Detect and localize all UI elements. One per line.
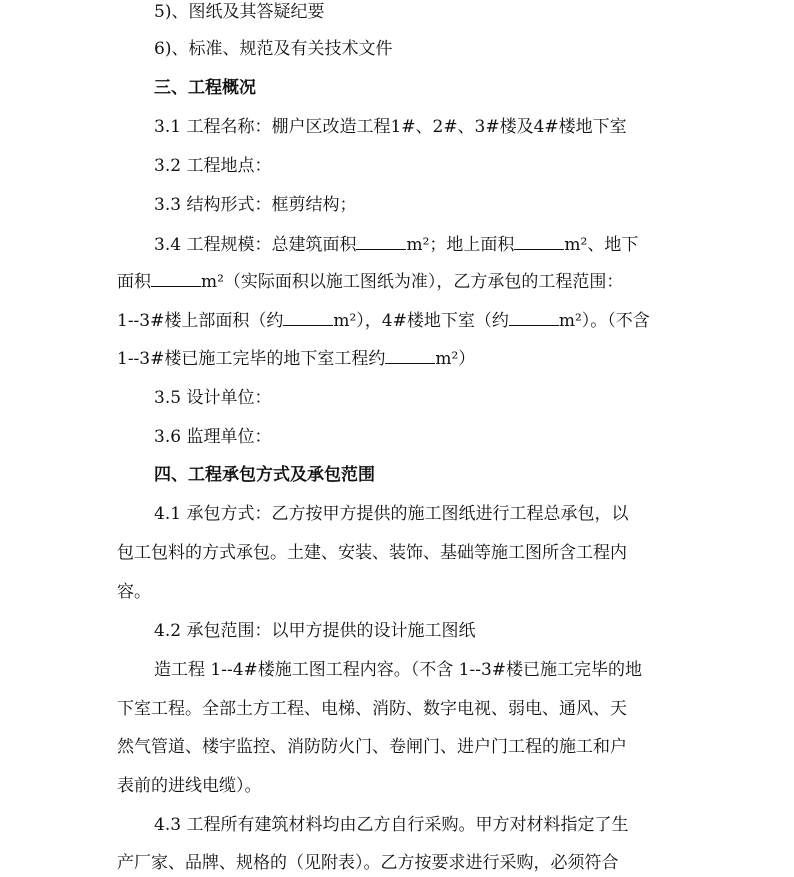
contract-mode-line-2: 包工包料的方式承包。土建、安装、装饰、基础等施工图所含工程内 xyxy=(117,543,627,563)
blank-completed-basement xyxy=(385,348,435,364)
completed-basement-label: 1--3#楼已施工完毕的地下室工程约 xyxy=(117,349,386,369)
scope-area-exclude: m²）。（不含 xyxy=(558,311,650,331)
project-location-line: 3.2 工程地点： xyxy=(154,156,272,176)
scope-area-line xyxy=(117,310,650,331)
project-name-line: 3.1 工程名称：棚户区改造工程1#、2#、3#楼及4#楼地下室 xyxy=(154,117,627,137)
blank-underground-area xyxy=(151,271,201,287)
blank-above-ground-area xyxy=(514,234,564,250)
materials-line-2: 产厂家、品牌、规格的（见附表）。乙方按要求进行采购，必须符合 xyxy=(117,853,619,873)
blank-upper-area xyxy=(283,310,333,326)
scope-area-basement: m²），4#楼地下室（约 xyxy=(333,311,509,331)
scope-area-upper: 1--3#楼上部面积（约 xyxy=(117,311,284,331)
completed-basement-unit: m²） xyxy=(435,349,476,369)
contract-scope-line-4: 然气管道、楼宇监控、消防防火门、卷闸门、进户门工程的施工和户 xyxy=(117,737,627,757)
blank-total-area xyxy=(356,234,406,250)
contract-mode-line-1: 4.1 承包方式：乙方按甲方提供的施工图纸进行工程总承包，以 xyxy=(154,504,629,524)
contract-scope-line-3: 下室工程。全部土方工程、电梯、消防、数字电视、弱电、通风、天 xyxy=(117,699,627,719)
area-line xyxy=(117,271,623,292)
list-item-drawings: 5)、图纸及其答疑纪要 xyxy=(154,2,325,22)
contract-scope-line-2: 造工程 1--4#楼施工图工程内容。（不含 1--3#楼已施工完毕的地 xyxy=(154,660,643,680)
project-scale-line xyxy=(154,234,638,255)
list-item-standards: 6)、标准、规范及有关技术文件 xyxy=(154,39,393,59)
contract-mode-line-3: 容。 xyxy=(117,582,151,602)
blank-basement-area xyxy=(509,310,559,326)
section-heading-contract-mode: 四、工程承包方式及承包范围 xyxy=(154,465,375,485)
scale-underground: m²、地下 xyxy=(564,235,639,255)
scale-above-ground: m²；地上面积 xyxy=(406,235,515,255)
structure-type-line: 3.3 结构形式：框剪结构； xyxy=(154,195,357,215)
area-label: 面积 xyxy=(117,272,151,292)
area-note: m²（实际面积以施工图纸为准），乙方承包的工程范围： xyxy=(201,272,624,292)
contract-scope-line-5: 表前的进线电缆）。 xyxy=(117,776,262,796)
design-unit-line: 3.5 设计单位： xyxy=(154,388,272,408)
contract-scope-line-1: 4.2 承包范围：以甲方提供的设计施工图纸 xyxy=(154,621,476,641)
supervision-unit-line: 3.6 监理单位： xyxy=(154,427,272,447)
completed-basement-line xyxy=(117,348,475,369)
section-heading-project-overview: 三、工程概况 xyxy=(154,78,256,98)
scale-label: 3.4 工程规模：总建筑面积 xyxy=(154,235,357,255)
materials-line-1: 4.3 工程所有建筑材料均由乙方自行采购。甲方对材料指定了生 xyxy=(154,815,629,835)
